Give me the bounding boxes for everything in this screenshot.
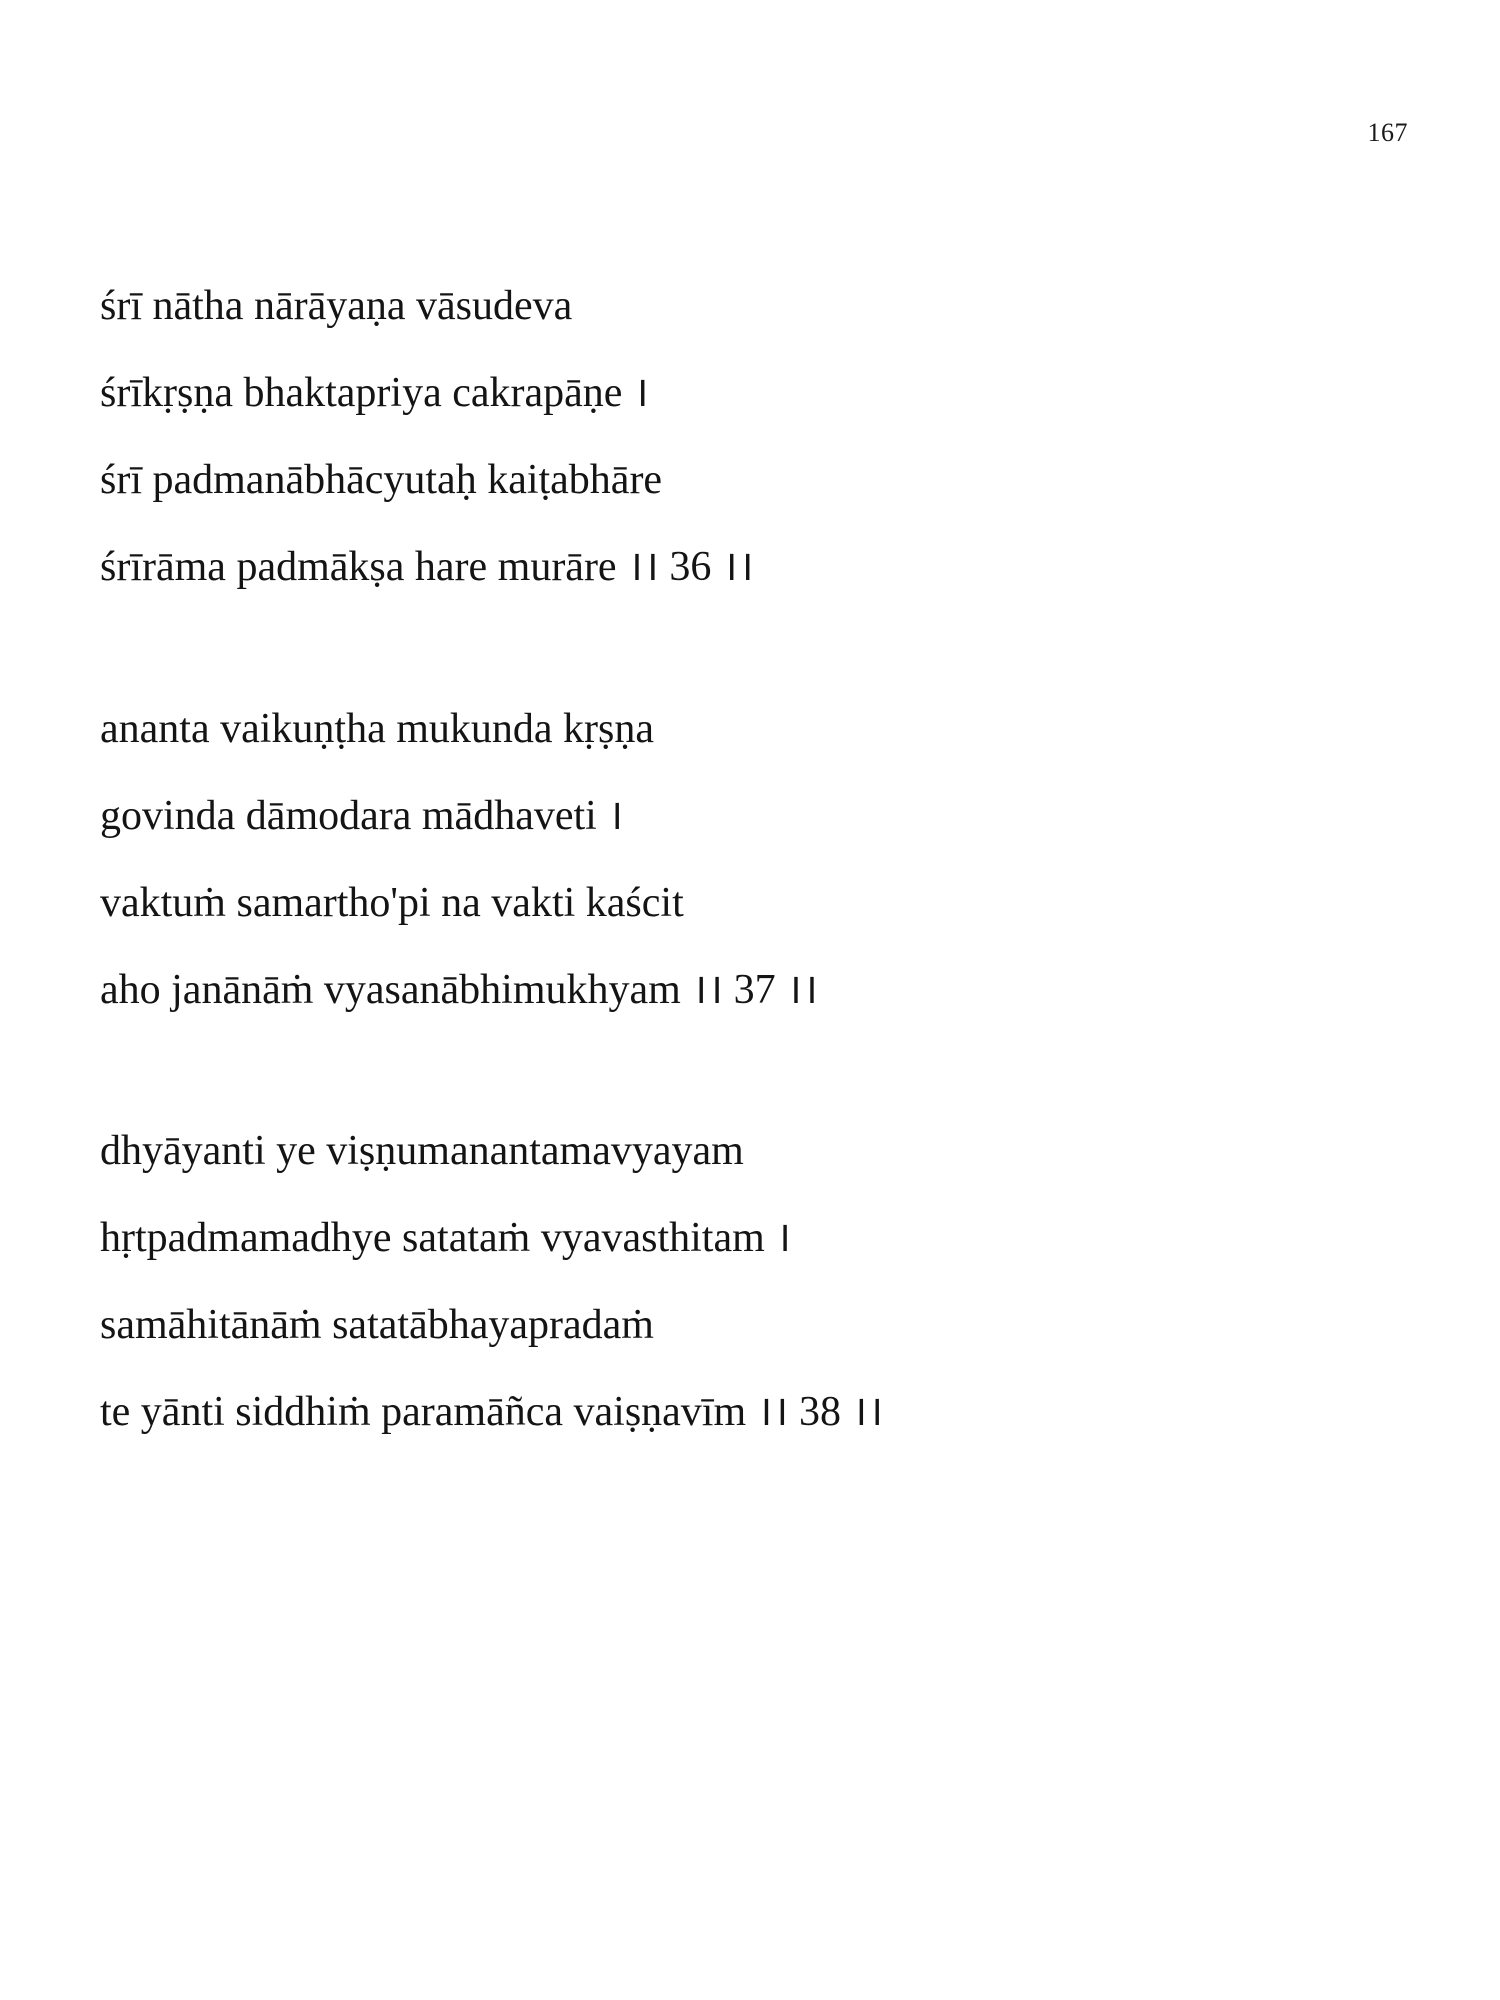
verse-line: śrī padmanābhācyutaḥ kaiṭabhāre (100, 457, 663, 503)
verse-38 (100, 1130, 883, 1478)
verse-line: ananta vaikuṇṭha mukunda kṛṣṇa (100, 706, 654, 752)
verse-line: aho janānāṁ vyasanābhimukhyam ।। 37 ।। (100, 967, 818, 1013)
verse-line: śrī nātha nārāyaṇa vāsudeva (100, 283, 573, 329)
verse-37 (100, 708, 818, 1056)
verse-line: te yānti siddhiṁ paramāñca vaiṣṇavīm ।। 38 ।। (100, 1389, 884, 1435)
verse-line: samāhitānāṁ satatābhayapradaṁ (100, 1302, 654, 1348)
page-number: 167 (1367, 118, 1408, 147)
verse-line: śrīrāma padmākṣa hare murāre ।। 36 ।। (100, 544, 754, 590)
verse-line: vaktuṁ samartho'pi na vakti kaścit (100, 880, 684, 926)
verse-line: govinda dāmodara mādhaveti । (100, 793, 624, 839)
verse-line: hṛtpadmamadhye satataṁ vyavasthitam । (100, 1215, 792, 1261)
verse-line: śrīkṛṣṇa bhaktapriya cakrapāṇe । (100, 370, 649, 416)
verse-36 (100, 285, 754, 633)
verse-line: dhyāyanti ye viṣṇumanantamavyayam (100, 1128, 744, 1174)
